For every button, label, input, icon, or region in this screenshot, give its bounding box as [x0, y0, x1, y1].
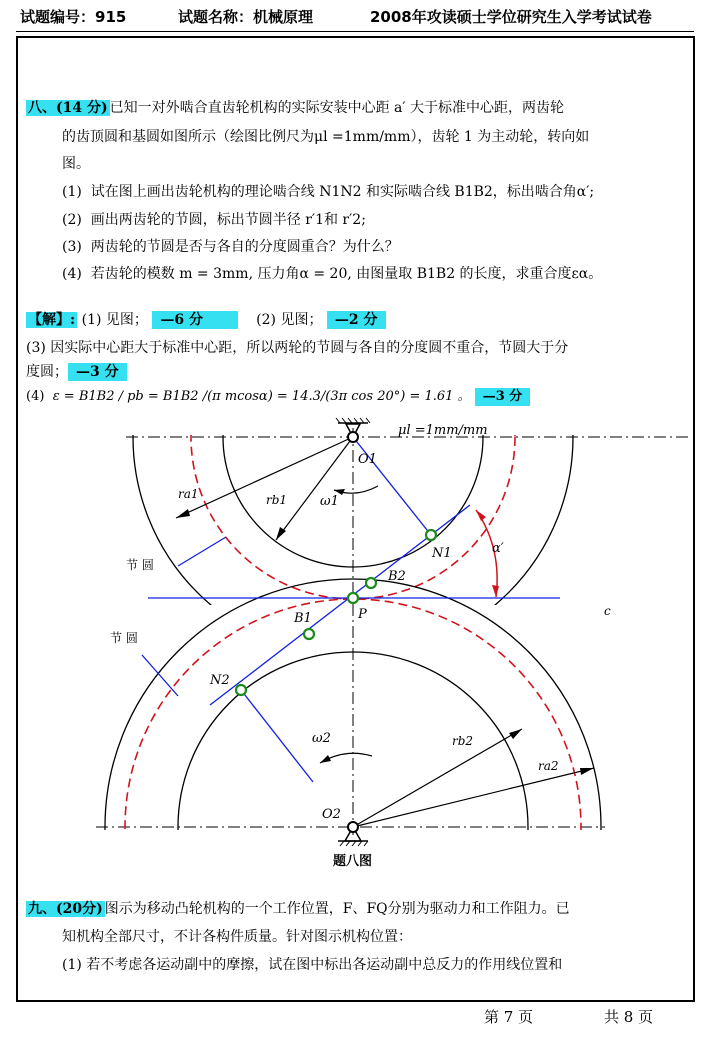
solution-part1: (1) 见图； — [81, 312, 148, 328]
alpha-label: α′ — [492, 541, 504, 556]
b1-label: B1 — [294, 611, 312, 626]
exam-code-label: 试题编号： — [20, 8, 96, 26]
scale-label: μl =1mm/mm — [398, 423, 488, 438]
q8-stem-line-1 — [26, 99, 564, 117]
alpha-arrowhead-bottom — [492, 585, 499, 597]
exam-code-value: 915 — [95, 8, 127, 26]
figure-caption: 题八图 — [333, 854, 373, 869]
q9-item-1: (1) 若不考虑各运动副中的摩擦，试在图中标出各运动副中总反力的作用线位置和 — [62, 957, 563, 973]
q8-item-3-text: 两齿轮的节圆是否与各自的分度圆重合？为什么？ — [90, 239, 399, 255]
score-3: —3 分 — [68, 363, 127, 381]
q8-item-2-num: (2) — [62, 212, 82, 228]
alpha-arrowhead-top — [476, 510, 486, 521]
q8-number: 八、(14 分) — [28, 100, 108, 116]
p-point — [348, 593, 358, 603]
q9-stem-1: 图示为移动凸轮机构的一个工作位置，F、FQ分别为驱动力和工作阻力。已 — [104, 901, 570, 917]
edge-label: c — [604, 604, 611, 618]
b1-point — [304, 629, 314, 639]
q9-number: 九、(20分) — [28, 901, 103, 917]
q8-item-2 — [62, 211, 366, 229]
q8-item-1-num: (1) — [62, 184, 82, 200]
w2-label: ω2 — [312, 731, 331, 746]
solution-label: 【解】: — [28, 312, 76, 328]
exam-code — [20, 6, 126, 27]
n1-label: N1 — [432, 546, 452, 561]
gear-mesh-figure — [0, 400, 706, 880]
ra2-arrow — [353, 768, 594, 827]
pitch1-leader — [178, 537, 226, 566]
exam-name — [178, 6, 313, 27]
solution-part4-formula: ε = B1B2 / pb = B1B2 /(π mcosα) = 14.3/(3π cos 20°) = 1.61 。 — [52, 389, 471, 404]
pitch2-leader — [142, 655, 178, 696]
rb2-arrow — [353, 729, 522, 827]
p-label: P — [358, 607, 367, 622]
q8-stem-2: 的齿顶圆和基圆如图所示（绘图比例尺为μl =1mm/mm），齿轮 1 为主动轮，转向如 — [62, 129, 590, 145]
q8-stem-1: 已知一对外啮合直齿轮机构的实际安装中心距 a′ 大于标准中心距，两齿轮 — [109, 100, 565, 116]
score-2: —2 分 — [327, 311, 386, 329]
b2-label: B2 — [388, 569, 406, 584]
q8-item-4-text: 若齿轮的模数 m = 3mm, 压力角α = 20, 由图量取 B1B2 的长度，求重合度εα。 — [90, 266, 603, 282]
q9-stem-2: 知机构全部尺寸，不计各构件质量。针对图示机构位置： — [62, 929, 412, 945]
w2-arrowhead — [320, 755, 331, 763]
solution-part3-a: (3) 因实际中心距大于标准中心距，所以两轮的节圆与各自的分度圆不重合，节圆大于分 — [26, 340, 569, 356]
rb2-arrowhead — [509, 729, 522, 739]
pitch2-label: 节 圆 — [110, 631, 138, 645]
score-4: —3 分 — [475, 388, 531, 406]
q8-item-4 — [62, 265, 602, 283]
q8-item-3-num: (3) — [62, 239, 82, 255]
q9-stem-line-1 — [26, 900, 570, 918]
solution-part2: (2) 见图； — [256, 312, 323, 328]
o1-label: O1 — [358, 452, 377, 467]
q8-item-3 — [62, 238, 399, 256]
q8-stem-3: 图。 — [62, 156, 90, 172]
o2-label: O2 — [322, 807, 341, 822]
n2-point — [236, 685, 246, 695]
ra2-arrowhead — [580, 768, 594, 775]
solution-line-1 — [26, 311, 386, 329]
n2-label: N2 — [210, 673, 230, 688]
ra2-label: ra2 — [538, 759, 559, 773]
solution-part3-b: 度圆； — [26, 364, 68, 380]
exam-title: 2008年攻读硕士学位研究生入学考试试卷 — [370, 8, 652, 26]
q8-item-1 — [62, 183, 594, 201]
page-number: 第 7 页 — [484, 1008, 534, 1026]
exam-name-value: 机械原理 — [253, 8, 314, 26]
ra1-label: ra1 — [178, 487, 199, 501]
q8-item-4-num: (4) — [62, 266, 82, 282]
ra1-arrowhead — [176, 509, 190, 518]
q8-item-1-text: 试在图上画出齿轮机构的理论啮合线 N1N2 和实际啮合线 B1B2，标出啮合角α′; — [90, 184, 595, 200]
total-pages: 共 8 页 — [604, 1008, 654, 1026]
q8-item-2-text: 画出两齿轮的节圆，标出节圆半径 r′1和 r′2; — [90, 212, 366, 228]
solution-part4-label: (4) — [26, 389, 45, 404]
exam-name-label: 试题名称： — [178, 8, 254, 26]
pitch1-label: 节 圆 — [126, 558, 154, 572]
rb2-label: rb2 — [452, 734, 474, 748]
rb1-label: rb1 — [266, 493, 288, 507]
rb1-arrow — [276, 437, 353, 540]
header-divider — [16, 31, 694, 32]
score-1: —6 分 — [152, 311, 238, 329]
w1-label: ω1 — [320, 494, 339, 509]
solution-line-3b — [26, 363, 127, 381]
n1-point — [426, 530, 436, 540]
b2-point — [366, 578, 376, 588]
o2-n2-line — [241, 690, 313, 782]
